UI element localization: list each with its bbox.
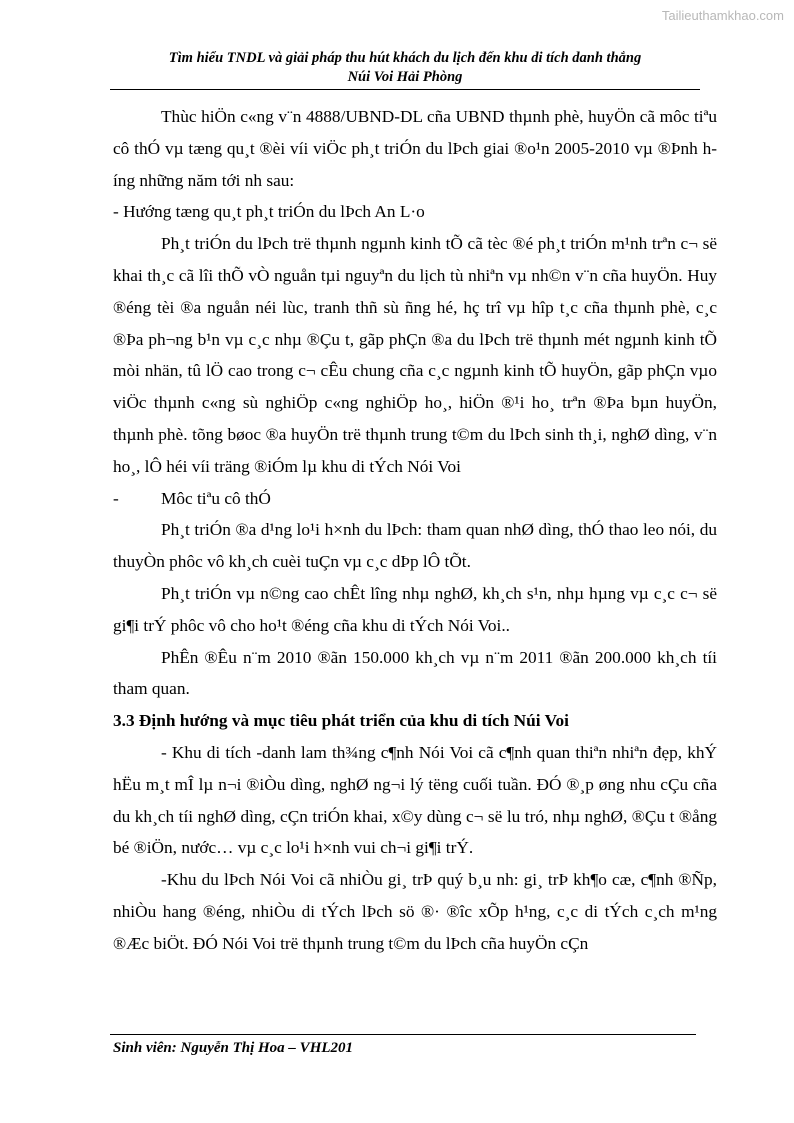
paragraph: Ph¸t triÓn ®a d¹ng lo¹i h×nh du lÞch: tham quan nhØ dìng, thÓ thao leo nói, du thuyÒn phôc vô kh¸ch cuèi tuÇn vµ c¸c dÞp lÔ tÕt. xyxy=(113,520,717,572)
section-heading: 3.3 Định hướng và mục tiêu phát triển của khu di tích Núi Voi xyxy=(113,711,569,731)
paragraph: -Khu du lÞch Nói Voi cã nhiÒu gi¸ trÞ quý b¸u nh: gi¸ trÞ kh¶o cæ, c¶nh ®Ñp, nhiÒu hang ®éng, nhiÒu di tÝch lÞch sö ®· ®îc xÕp h¹ng, c¸c di tÝch c¸ch m¹ng ®Æc biÖt. ĐÓ Nói Voi trë thµnh trung t©m du lÞch cña huyÖn cÇn xyxy=(113,870,717,953)
header-divider xyxy=(110,89,700,90)
header-line-1: Tìm hiểu TNDL và giải pháp thu hút khách du lịch đến khu di tích danh thắng xyxy=(168,50,642,66)
paragraph: PhÊn ®Êu n¨m 2010 ®ãn 150.000 kh¸ch vµ n¨m 2011 ®ãn 200.000 kh¸ch tíi tham quan. xyxy=(113,647,717,699)
footer-divider xyxy=(110,1034,696,1035)
list-item xyxy=(113,483,717,515)
running-header xyxy=(110,49,700,87)
list-dash: - xyxy=(113,488,119,508)
paragraph: Ph¸t triÓn vµ n©ng cao chÊt lîng nhµ nghØ, kh¸ch s¹n, nhµ hµng vµ c¸c c¬ së gi¶i trÝ phôc vô cho ho¹t ®éng cña khu di tÝch Nói Voi.. xyxy=(113,583,717,635)
body-text xyxy=(113,101,717,960)
paragraph: - Khu di tích -danh lam th¾ng c¶nh Nói Voi cã c¶nh quan thiªn nhiªn đẹp, khÝ hËu m¸t mÎ lµ n¬i ®iÒu dìng, nghØ ng¬i lý tëng cuối tuần. ĐÓ ®¸p øng nhu cÇu cña du kh¸ch tíi nghØ dìng, cÇn triÓn khai, x©y dùng c¬ së lu tró, nhµ nghØ, ®Çu t ®ång bé ®iÖn, nước… vµ c¸c lo¹i h×nh vui ch¬i gi¶i trÝ. xyxy=(113,742,717,858)
page-footer: Sinh viên: Nguyễn Thị Hoa – VHL201 xyxy=(113,1040,354,1056)
paragraph: Thùc hiÖn c«ng v¨n 4888/UBND-DL cña UBND thµnh phè, huyÖn cã môc tiªu cô thÓ vµ tæng qu¸t ®èi víi viÖc ph¸t triÓn du lÞch giai ®o¹n 2005-2010 vµ ®Þnh híng những năm tới nh sau: xyxy=(113,107,717,190)
paragraph: Ph¸t triÓn du lÞch trë thµnh ngµnh kinh tÕ cã tèc ®é ph¸t triÓn m¹nh trªn c¬ së khai th¸c cã lîi thÕ vÒ nguån tµi nguyªn du lịch tù nhiªn vµ nh©n v¨n cña huyÖn. Huy ®éng tèi ®a nguån néi lùc, tranh thñ sù ñng hé, hç trî vµ hîp t¸c cña thµnh phè, c¸c ®Þa ph¬ng b¹n vµ c¸c nhµ ®Çu t, gãp phÇn ®a du lÞch trë thµnh mét ngµnh kinh tÕ mòi nhän, tû lÖ cao trong c¬ cÊu chung cña c¸c ngµnh kinh tÕ huyÖn, gãp phÇn vµo viÖc thµnh c«ng sù nghiÖp c«ng nghiÖp ho¸, hiÖn ®¹i ho¸ trªn ®Þa bµn huyÖn, thµnh phè. tõng bøoc ®a huyÖn trë thµnh trung t©m du lÞch sinh th¸i, nghØ dìng, v¨n ho¸, lÔ héi víi träng ®iÓm lµ khu di tÝch Nói Voi xyxy=(113,234,717,476)
list-item-text: Môc tiªu cô thÓ xyxy=(161,488,271,508)
watermark: Tailieuthamkhao.com xyxy=(661,8,784,23)
paragraph: - Hướng tæng qu¸t ph¸t triÓn du lÞch An L·o xyxy=(113,202,425,222)
header-line-2: Núi Voi Hải Phòng xyxy=(347,69,463,85)
